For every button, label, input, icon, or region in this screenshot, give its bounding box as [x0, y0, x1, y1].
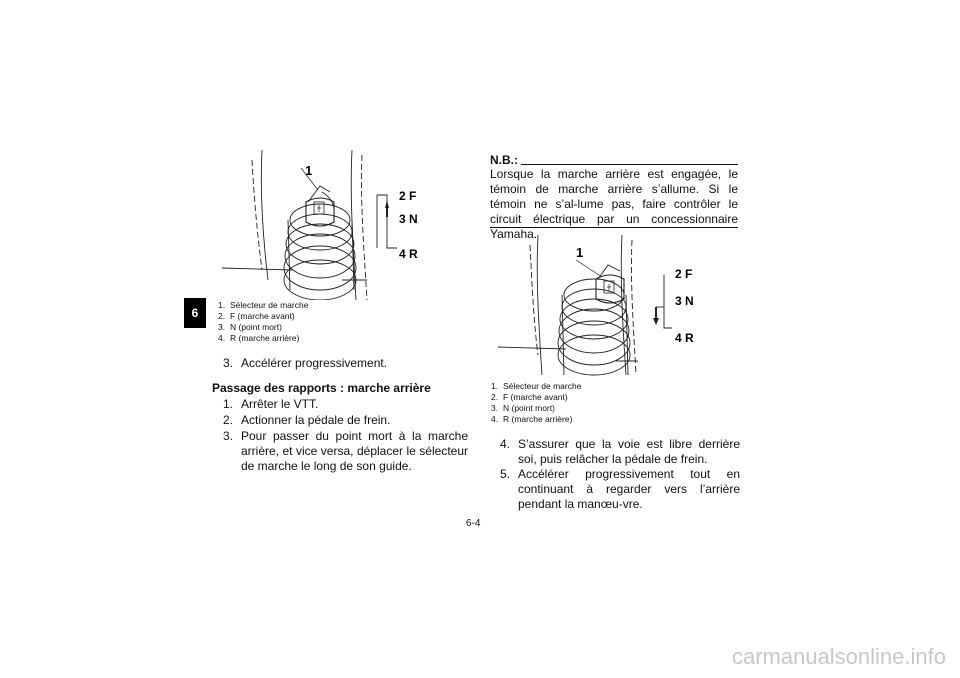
chapter-tab-label: 6	[191, 306, 199, 320]
callout-reverse: 4 R	[399, 247, 418, 261]
figure-shift-reverse	[498, 235, 708, 380]
figure2-caption	[491, 381, 581, 425]
step-item: 5. Accélérer progressivement tout en continuant à regarder vers l’arrière pendant la manœu-vre.	[500, 467, 740, 511]
callout-1: 1	[576, 245, 584, 260]
caption-item: 1. Sélecteur de marche	[218, 300, 309, 310]
callout-neutral: 3 N	[675, 294, 694, 308]
caption-item: 2. F (marche avant)	[218, 311, 295, 321]
callout-reverse: 4 R	[675, 331, 694, 345]
note-rule-top	[521, 164, 738, 165]
callout-1: 1	[305, 163, 313, 178]
section-heading: Passage des rapports : marche arrière	[212, 381, 431, 395]
note-rule-bottom	[490, 227, 738, 228]
callout-forward: 2 F	[675, 267, 693, 281]
callout-neutral: 3 N	[399, 212, 418, 226]
watermark: carmanualsonline.info	[731, 644, 946, 669]
caption-item: 3. N (point mort)	[491, 403, 555, 413]
caption-item: 4. R (marche arrière)	[218, 333, 300, 343]
callout-forward: 2 F	[399, 189, 417, 203]
caption-item: 1. Sélecteur de marche	[491, 381, 582, 391]
note-body: Lorsque la marche arrière est engagée, le témoin de marche arrière s’allume. Si le témoin ne s’al-lume pas, faire contrôler le circuit électrique par un concessionnaire Yamaha.	[490, 167, 738, 241]
caption-item: 2. F (marche avant)	[491, 392, 568, 402]
step-item: 2. Actionner la pédale de frein.	[223, 413, 391, 427]
page-number: 6-4	[466, 518, 481, 529]
step-item: 3. Pour passer du point mort à la marche arrière, et vice versa, déplacer le sélecteur de marche le long de son guide.	[223, 429, 468, 473]
gear-selector-illustration	[222, 150, 432, 300]
figure1-caption	[218, 300, 308, 344]
note-title: N.B.:	[490, 153, 518, 167]
chapter-tab	[184, 298, 206, 328]
gear-selector-illustration	[498, 235, 708, 380]
caption-item: 3. N (point mort)	[218, 322, 282, 332]
step-item: 4. S’assurer que la voie est libre derrière soi, puis relâcher la pédale de frein.	[500, 437, 740, 466]
caption-item: 4. R (marche arrière)	[491, 414, 573, 424]
figure-shift-forward	[222, 150, 432, 300]
step-item: 1. Arrêter le VTT.	[223, 397, 319, 411]
step-item: 3. Accélérer progressivement.	[223, 356, 388, 370]
